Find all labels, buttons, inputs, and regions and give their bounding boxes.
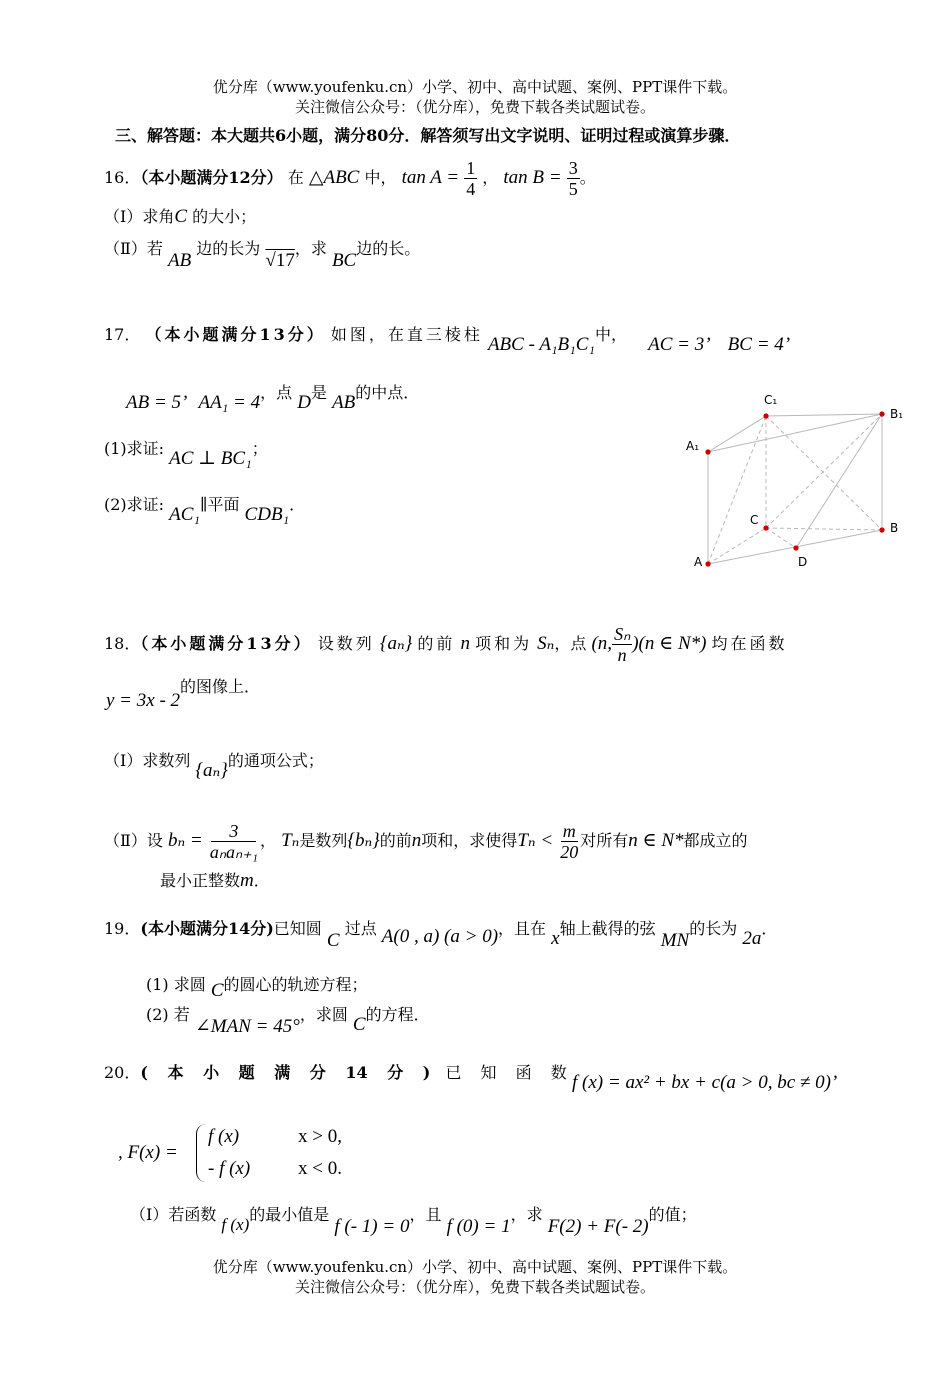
fraction-denominator: 4 [466,179,476,199]
fraction-numerator: m [562,821,576,841]
var-Tn: Tₙ [281,830,300,851]
q16-tanA-fraction [464,158,477,199]
fraction-numerator: 3 [211,821,256,842]
chord-MN: MN [660,930,690,951]
equation-f-0: f (0) = 1 [446,1216,511,1237]
q16-mid: 中， [364,168,397,187]
part-text: 的前 [379,831,412,850]
case-1-condition: x > 0, [298,1126,342,1147]
q20-stem [104,1060,567,1083]
part-text: 是数列 [299,831,348,850]
function-f: f (x) = ax² + bx + c(a > 0, bc ≠ 0)’ [572,1072,838,1093]
Sn-over-n [612,624,632,665]
length-2a: 2a [742,928,762,949]
var-AB: AB [167,250,192,271]
q18-stem-2 [106,674,261,711]
given-AA1: AA₁ = 4 [198,392,261,413]
q17-mid: 中， [595,325,628,344]
q19-text: ，且在 [498,919,547,938]
q16-score: （本小题满分12分） [140,168,283,187]
part-label: （Ⅰ）求数列 [104,751,191,770]
vertex-B1 [879,411,884,416]
vertex-A1 [705,449,710,454]
q16-intro: 在 [287,168,304,187]
prism-name: ABC - A₁B₁C₁ [487,334,596,355]
part-tail: 的通项公式； [227,751,324,770]
q19-number: 19． [104,919,141,938]
part-text: ，且 [409,1205,442,1224]
q19-stem [104,916,778,951]
line-AC1: AC₁ [169,504,201,525]
part-label: （Ⅱ）设 [104,831,163,850]
edge-A1B1 [708,414,882,452]
function-y: y = 3x - 2 [106,690,181,711]
fraction-denominator: 5 [568,179,578,199]
part-tail: 的值； [648,1205,697,1224]
q18-text: 的前 [417,634,456,653]
q17-is: 是 [310,383,327,402]
q17-midpoint: 的中点． [355,383,420,402]
edge-C1B [766,416,882,530]
q18-part2-line2 [160,868,270,892]
part-text: 都成立的 [683,831,748,850]
q20-part1 [130,1202,697,1237]
given-AC: AC = 3’ [648,334,711,355]
part-text: ， [259,831,276,850]
part-text: 的最小值是 [249,1205,330,1224]
part-end: ． [253,871,270,890]
var-Sn: Sₙ [537,633,555,654]
q19-text: 过点 [344,919,377,938]
q16-number: 16． [104,168,141,187]
fraction-denominator: aₙaₙ₊₁ [209,842,258,862]
parallel-plane: ∥平面 [200,495,240,514]
q16-part2 [104,236,421,271]
segment-AB: AB [332,392,356,413]
part-tail: 边的长。 [356,239,421,258]
header-line-1: 优分库（www.youfenku.cn）小学、初中、高中试题、案例、PPT课件下载。 [212,78,738,96]
point-A: A(0 , a) (a > 0) [381,926,499,947]
q18-part2 [104,812,748,870]
q16-end: 。 [579,168,596,187]
section-title: 三、解答题：本大题共6小题，满分80分．解答须写出文字说明、证明过程或演算步骤． [115,126,741,145]
part-tail: 的圆心的轨迹方程； [223,975,368,994]
expression-F: F(2) + F(- 2) [547,1216,649,1237]
part-tail: 的大小； [192,207,257,226]
part-label: (1)求证: [104,439,165,458]
sqrt-17: √17 [265,250,295,271]
label-C: C [750,513,759,527]
header-line-2: 关注微信公众号：（优分库），免费下载各类试题试卷。 [294,98,655,116]
fraction-numerator: Sₙ [614,624,631,644]
q19-text: 已知圆 [273,919,322,938]
bn-fraction [208,821,260,862]
q16-stem [104,150,596,206]
circle-C: C [210,980,224,1001]
circle-C: C [352,1014,366,1035]
function-f: f (x) [221,1215,250,1234]
forall-n: n ∈ N* [628,830,684,851]
edge-CB [766,528,882,530]
q19-score: (本小题满分14分) [140,919,274,938]
q17-part2 [104,492,306,525]
given-AB: AB = 5’ [126,392,188,413]
q16-part1 [104,204,256,228]
q16-tanB-fraction [567,158,580,199]
prism-figure [680,388,910,578]
q18-stem [104,616,788,672]
q18-text: 设数列 [317,634,375,653]
part-end: ． [289,495,306,514]
fraction-numerator: 3 [568,158,578,178]
sequence-an: {aₙ} [195,760,228,781]
part-text: ，求 [294,239,327,258]
part-text: ，求圆 [299,1005,348,1024]
point-D: D [297,392,311,413]
q19-text: ． [761,919,778,938]
q17-stem [104,322,791,355]
part-text: 最小正整数 [160,871,241,890]
vertex-D [793,545,798,550]
part-label: （Ⅰ）若函数 [130,1205,217,1224]
var-n: n [460,633,470,654]
q17-score: （本小题满分13分） [145,325,326,344]
case-2-f: - f (x) [208,1158,251,1179]
part-label: （Ⅱ）若 [104,239,163,258]
part-label: (2)求证: [104,495,165,514]
given-BC: BC = 4’ [727,334,791,355]
q19-part2 [146,1002,430,1037]
axis-x: x [551,928,560,949]
equation-f-minus-1: f (- 1) = 0 [334,1216,410,1237]
q20-number: 20． [104,1063,141,1082]
perp-statement: AC ⊥ BC₁ [169,448,252,469]
sequence-bn: {bₙ} [347,830,380,851]
label-D: D [798,555,808,569]
edge-A1C1 [708,416,766,452]
function-F: , F(x) = [118,1142,178,1163]
q18-text: ，点 [554,634,587,653]
q18-text: 的图像上． [180,677,261,696]
q18-score: （本小题满分13分） [140,634,313,653]
q18-number: 18． [104,634,141,653]
inequality-Tn: Tₙ < [517,830,554,851]
part-text: ，求 [510,1205,543,1224]
q18-part1 [104,748,324,781]
var-n: n [411,830,422,851]
q16-sep: ， [482,168,499,187]
case-1-f: f (x) [208,1126,240,1147]
label-A: A [694,555,703,569]
footer-line-2: 关注微信公众号：（优分库），免费下载各类试题试卷。 [294,1278,655,1296]
label-B1: B₁ [890,407,904,421]
part-text: 项和，求使得 [421,831,518,850]
sequence-an: {aₙ} [379,633,413,654]
q17-point-pre: ，点 [260,383,293,402]
var-C: C [174,206,188,227]
edge-CB1 [766,414,882,528]
q17-given [126,380,420,413]
part-end: ； [251,439,268,458]
m-over-20 [558,821,580,862]
q20-text: 已 知 函 数 [445,1063,567,1082]
piecewise-brace [196,1124,207,1182]
vertex-C [763,525,768,530]
fraction-denominator: n [617,645,627,665]
q20-score: ( 本 小 题 满 分 14 分 ) [140,1063,431,1082]
edge-DB1 [796,414,882,548]
vertex-C1 [763,413,768,418]
part-label: (2) 若 [146,1005,190,1024]
fraction-numerator: 1 [466,158,476,178]
vertex-B [879,527,884,532]
part-label: （Ⅰ）求角 [104,207,175,226]
q16-tanA: tan A = [401,167,460,188]
footer-line-1: 优分库（www.youfenku.cn）小学、初中、高中试题、案例、PPT课件下载。 [212,1258,738,1276]
var-bn: bₙ = [167,830,203,851]
fraction-denominator: 20 [560,842,579,862]
part-text: 边的长为 [196,239,261,258]
edge-CD [766,528,796,548]
q19-text: 轴上截得的弦 [559,919,656,938]
angle-MAN: ∠MAN = 45° [194,1016,300,1037]
edge-C1B1 [766,414,882,416]
label-B: B [890,521,899,535]
edge-AC1 [708,416,766,564]
point-close: )(n ∈ N*) [632,633,707,654]
circle-C: C [326,930,340,951]
vertex-A [705,561,710,566]
q19-part1 [146,972,368,1001]
var-BC: BC [331,250,357,271]
case-2-condition: x < 0. [298,1158,342,1179]
q17-part1 [104,436,268,469]
q16-triangle: △ABC [308,167,360,188]
point-open: (n, [591,633,613,654]
q16-tanB: tan B = [503,167,562,188]
q17-text: 如图，在直三棱柱 [330,325,483,344]
q18-text: 项和为 [475,634,533,653]
var-m: m [240,870,254,891]
part-tail: 的方程． [365,1005,430,1024]
label-C1: C₁ [764,393,778,407]
label-A1: A₁ [686,439,700,453]
q19-text: 的长为 [689,919,738,938]
q17-number: 17． [104,325,141,344]
part-label: (1) 求圆 [146,975,206,994]
part-text: 对所有 [580,831,629,850]
plane-CDB1: CDB₁ [244,504,290,525]
q18-text: 均在函数 [711,634,788,653]
